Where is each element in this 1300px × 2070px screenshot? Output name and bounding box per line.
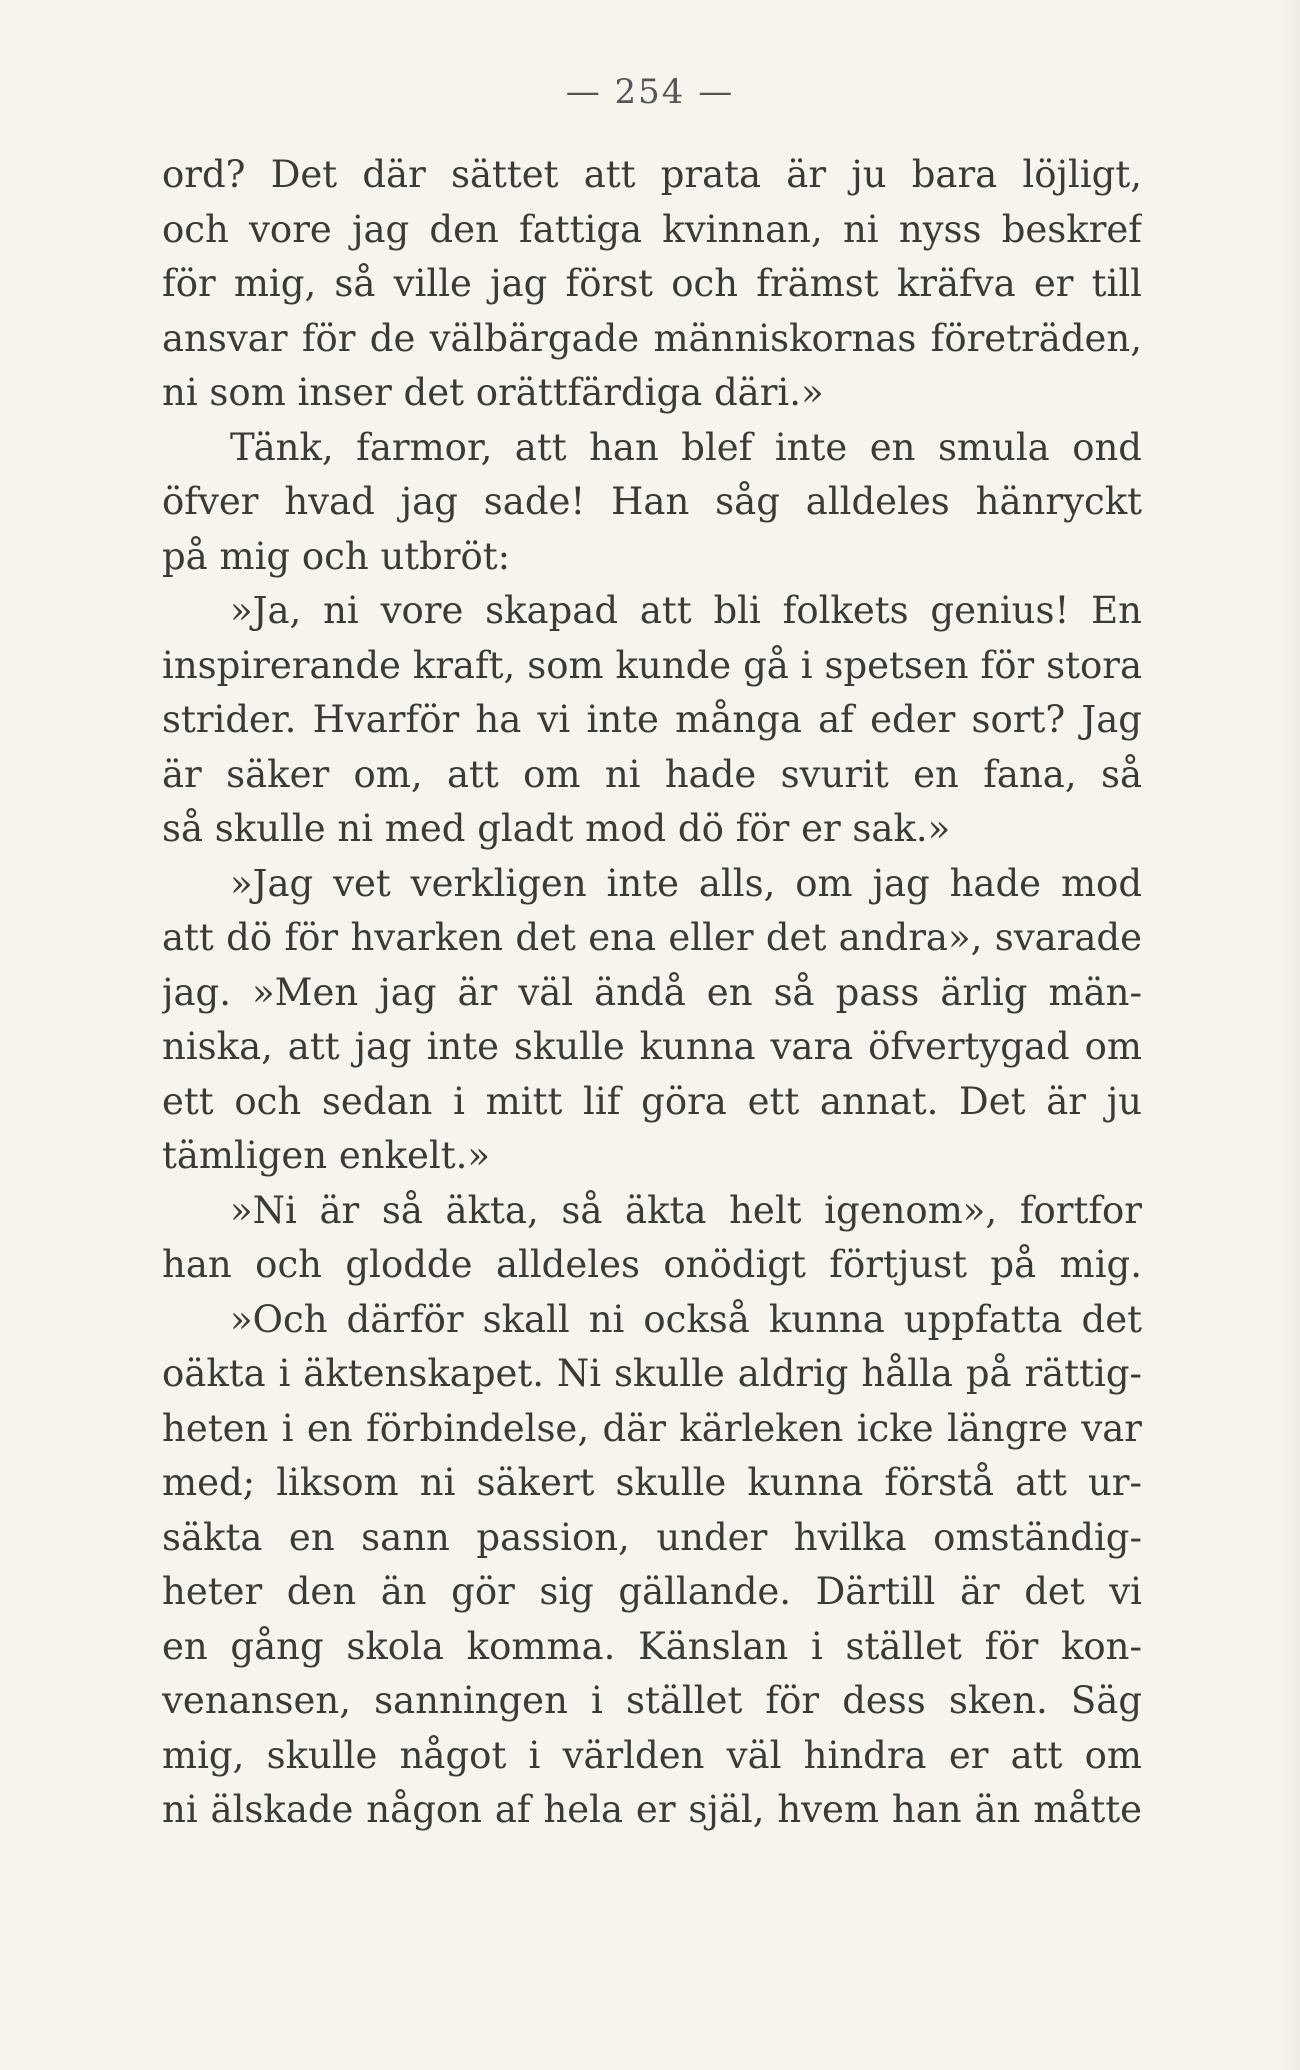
- text-line: att dö för hvarken det ena eller det andra», svarade: [162, 916, 1142, 959]
- text-line: heten i en förbindelse, där kärleken icke längre var: [162, 1406, 1142, 1450]
- text-line: heter den än gör sig gällande. Därtill är det vi: [162, 1570, 1142, 1613]
- text-line: ett och sedan i mitt lif göra ett annat. Det är ju: [162, 1079, 1142, 1123]
- text-line: en gång skola komma. Känslan i stället för kon-: [162, 1624, 1142, 1668]
- text-line: »Och därför skall ni också kunna uppfatta det: [230, 1297, 1142, 1341]
- text-line: oäkta i äktenskapet. Ni skulle aldrig hålla på rättig-: [162, 1352, 1142, 1395]
- text-line: är säker om, att om ni hade svurit en fana, så: [162, 752, 1142, 796]
- text-line: ord? Det där sättet att prata är ju bara löjligt,: [162, 153, 1142, 196]
- text-line: »Ni är så äkta, så äkta helt igenom», fortfor: [230, 1188, 1142, 1232]
- text-line: tämligen enkelt.»: [162, 1134, 490, 1177]
- text-line: på mig och utbröt:: [162, 534, 511, 578]
- text-line: ni älskade någon af hela er själ, hvem han än måtte: [162, 1788, 1142, 1831]
- text-line: säkta en sann passion, under hvilka omständig-: [162, 1515, 1142, 1559]
- text-line: för mig, så ville jag först och främst kräfva er till: [162, 262, 1142, 305]
- text-line: jag. »Men jag är väl ändå en så pass ärlig män-: [162, 970, 1142, 1014]
- text-line: niska, att jag inte skulle kunna vara öfvertygad om: [162, 1025, 1142, 1068]
- page-number: — 254 —: [565, 72, 735, 112]
- text-line: så skulle ni med gladt mod dö för er sak.»: [162, 807, 951, 850]
- text-line: öfver hvad jag sade! Han såg alldeles hänryckt: [162, 480, 1142, 523]
- body-text: [162, 148, 1142, 1838]
- text-line: mig, skulle något i världen väl hindra er att om: [162, 1733, 1142, 1777]
- text-line: »Jag vet verkligen inte alls, om jag hade mod: [230, 861, 1142, 905]
- page-edge-shadow: [1282, 0, 1300, 2070]
- text-line: ansvar för de välbärgade människornas företräden,: [162, 316, 1142, 360]
- text-line: med; liksom ni säkert skulle kunna förstå att ur-: [162, 1461, 1142, 1504]
- text-line: och vore jag den fattiga kvinnan, ni nyss beskref: [162, 207, 1142, 251]
- text-line: Tänk, farmor, att han blef inte en smula ond: [230, 425, 1142, 469]
- text-line: inspirerande kraft, som kunde gå i spetsen för stora: [162, 643, 1142, 687]
- text-line: strider. Hvarför ha vi inte många af eder sort? Jag: [162, 698, 1142, 741]
- text-line: han och glodde alldeles onödigt förtjust på mig.: [162, 1243, 1142, 1286]
- text-line: »Ja, ni vore skapad att bli folkets genius! En: [230, 589, 1142, 632]
- text-line: venansen, sanningen i stället för dess sken. Säg: [162, 1679, 1142, 1722]
- text-line: ni som inser det orättfärdiga däri.»: [162, 371, 824, 414]
